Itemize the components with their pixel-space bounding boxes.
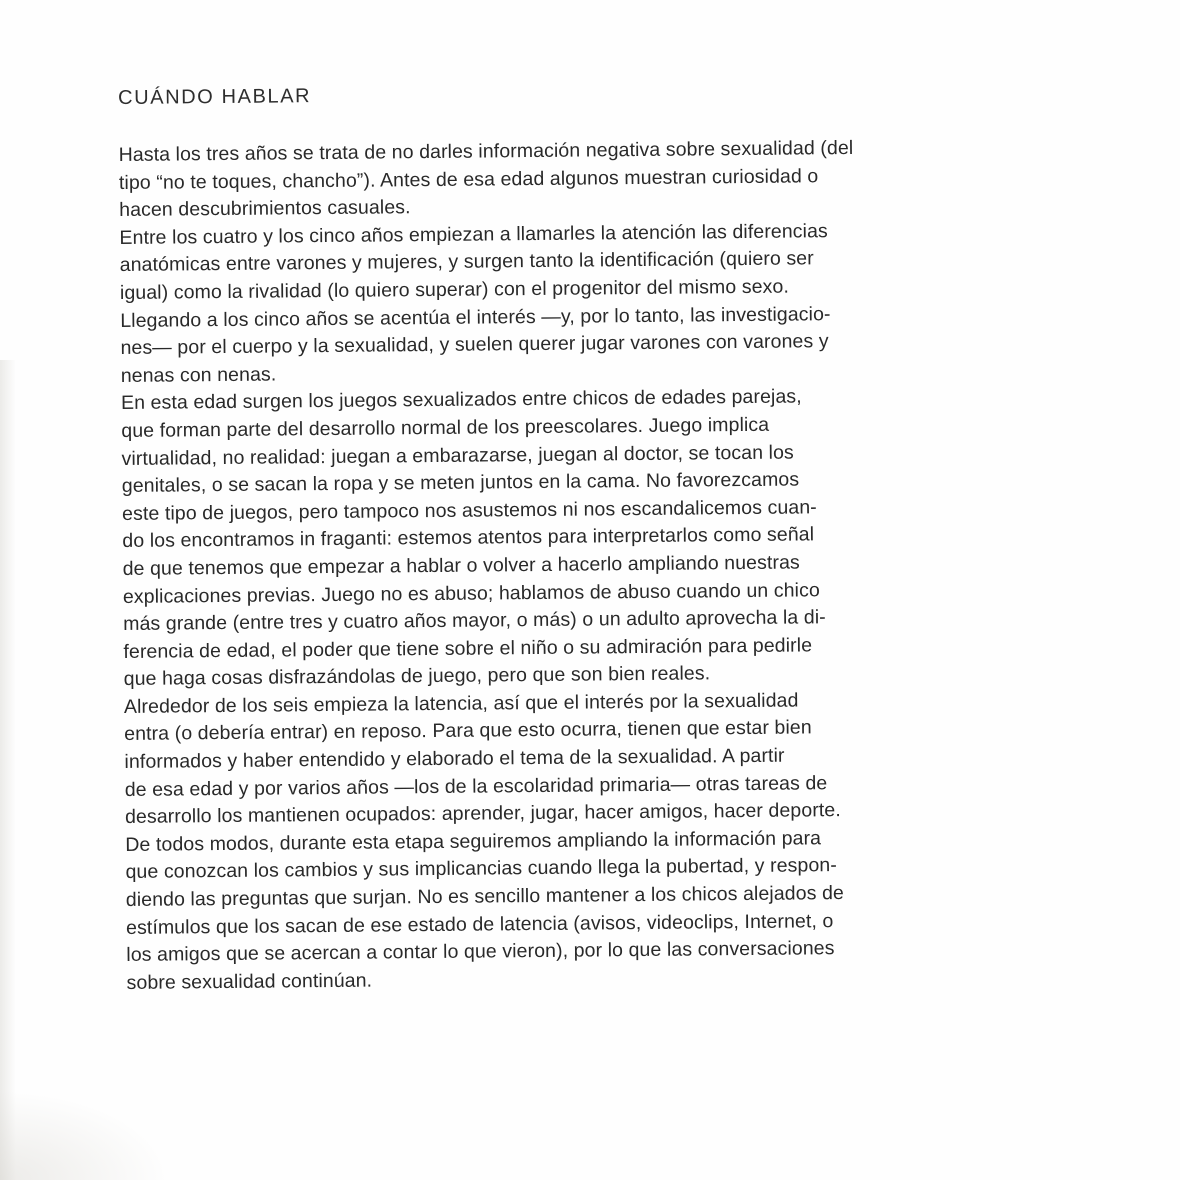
text-line: De todos modos, durante esta etapa seguiremos ampliando la información para <box>125 827 822 856</box>
text-line: nes— por el cuerpo y la sexualidad, y suelen querer jugar varones con varones y <box>120 330 829 360</box>
text-line: nenas con nenas. <box>120 363 277 387</box>
paragraph-lines <box>119 133 1027 997</box>
text-line: que haga cosas disfrazándolas de juego, pero que son bien reales. <box>123 662 711 691</box>
page-content <box>118 77 1027 997</box>
text-line: de esa edad y por varios años —los de la escolaridad primaria— otras tareas de <box>124 771 828 801</box>
text-line: anatómicas entre varones y mujeres, y surgen tanto la identificación (quiero ser <box>119 247 814 277</box>
text-line: sobre sexualidad continúan. <box>126 969 373 994</box>
text-line: hacen descubrimientos casuales. <box>119 196 411 222</box>
text-line: que conozcan los cambios y sus implicancias cuando llega la pubertad, y respon- <box>125 854 838 884</box>
text-line: igual) como la rivalidad (lo quiero superar) con el progenitor del mismo sexo. <box>119 275 790 304</box>
text-line: En esta edad surgen los juegos sexualizados entre chicos de edades parejas, <box>120 385 802 415</box>
text-line: informados y haber entendido y elaborado el tema de la sexualidad. A partir <box>124 744 785 774</box>
scan-edge-shadow <box>0 360 16 1180</box>
text-line: explicaciones previas. Juego no es abuso; hablamos de abuso cuando un chico <box>122 578 820 608</box>
text-line: estímulos que los sacan de ese estado de latencia (avisos, videoclips, Internet, o <box>125 909 834 939</box>
scan-corner-shadow <box>0 1090 170 1180</box>
text-line: Hasta los tres años se trata de no darles información negativa sobre sexualidad (del <box>118 136 854 166</box>
section-heading: CUÁNDO HABLAR <box>118 85 312 109</box>
text-line: genitales, o se sacan la ropa y se meten juntos en la cama. No favorezcamos <box>121 468 800 498</box>
text-line: diendo las preguntas que surjan. No es sencillo mantener a los chicos alejados de <box>125 882 845 911</box>
text-line: este tipo de juegos, pero tampoco nos asustemos ni nos escandalicemos cuan- <box>122 496 817 525</box>
text-line: ferencia de edad, el poder que tiene sobre el niño o su admiración para pedirle <box>123 634 813 663</box>
text-line: de que tenemos que empezar a hablar o volver a hacerlo ampliando nuestras <box>122 551 800 580</box>
text-line: Entre los cuatro y los cinco años empiezan a llamarles la atención las diferencias <box>119 219 828 249</box>
text-line: Alrededor de los seis empieza la latencia, así que el interés por la sexualidad <box>123 689 799 718</box>
text-line: más grande (entre tres y cuatro años mayor, o más) o un adulto aprovecha la di- <box>123 606 826 636</box>
text-line: Llegando a los cinco años se acentúa el interés —y, por lo tanto, las investigacio- <box>120 302 831 332</box>
text-line: virtualidad, no realidad: juegan a embarazarse, juegan al doctor, se tocan los <box>121 441 794 470</box>
text-line: do los encontramos in fraganti: estemos atentos para interpretarlos como señal <box>122 523 815 553</box>
text-line: entra (o debería entrar) en reposo. Para que esto ocurra, tienen que estar bien <box>124 716 812 746</box>
text-line: que forman parte del desarrollo normal de los preescolares. Juego implica <box>121 413 770 442</box>
text-line: desarrollo los mantienen ocupados: aprender, jugar, hacer amigos, hacer deporte. <box>124 799 841 829</box>
text-line: tipo “no te toques, chancho”). Antes de esa edad algunos muestran curiosidad o <box>118 164 819 194</box>
text-line: los amigos que se acercan a contar lo que vieron), por lo que las conversaciones <box>126 937 835 967</box>
